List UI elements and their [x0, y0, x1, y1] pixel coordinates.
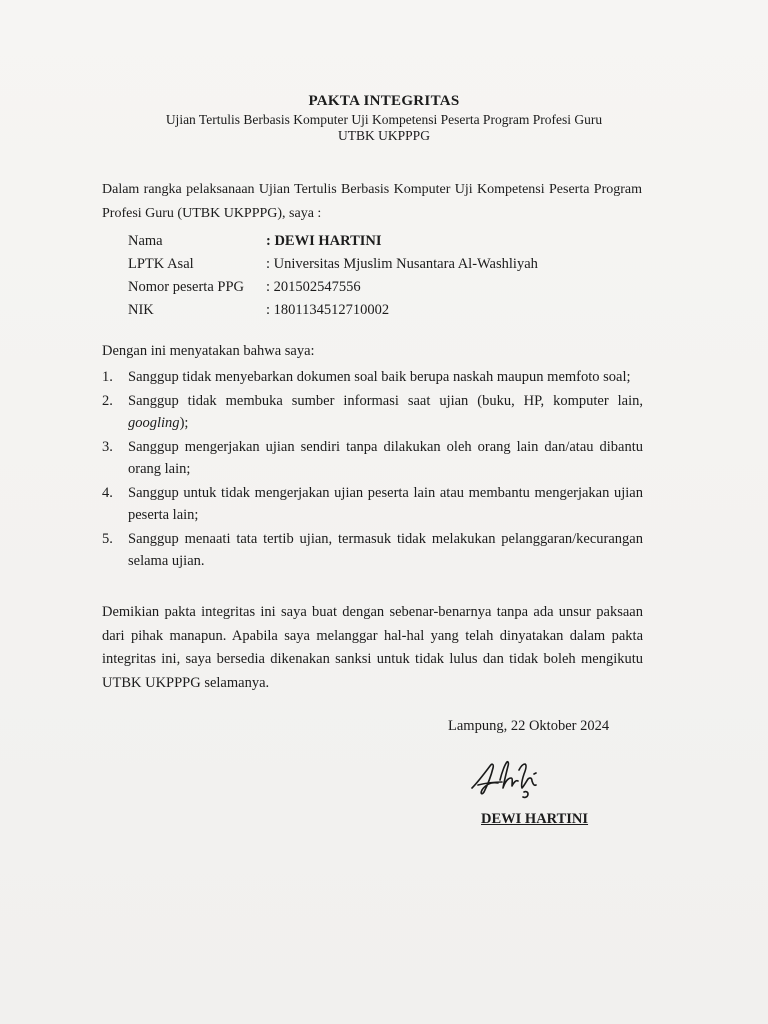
signer-name: DEWI HARTINI [481, 811, 589, 827]
identity-label: NIK [128, 302, 154, 318]
identity-value: : DEWI HARTINI [266, 233, 382, 249]
identity-row-nik [128, 299, 538, 322]
list-item [102, 436, 643, 480]
list-item-number: 4. [102, 485, 113, 501]
statement-list [102, 366, 643, 574]
document-subtitle: Ujian Tertulis Berbasis Komputer Uji Kompetensi Peserta Program Profesi Guru [165, 112, 603, 127]
list-item [102, 390, 643, 434]
closing-paragraph: Demikian pakta integritas ini saya buat dengan sebenar-benarnya tanpa ada unsur paksaan dari pihak manapun. Apabila saya melanggar hal-hal yang telah dinyatakan dalam pakta integritas ini, saya bersedia dikenakan sanksi untuk tidak lulus dan tidak boleh mengikutu UTBK UKPPPG selamanya. [102, 604, 643, 691]
handwritten-signature [464, 752, 584, 812]
list-item-number: 1. [102, 369, 113, 385]
identity-row-lptk [128, 253, 538, 276]
list-item-number: 3. [102, 439, 113, 455]
document-subtitle-2: UTBK UKPPPG [338, 128, 430, 143]
list-item-number: 2. [102, 393, 113, 409]
identity-value: : 1801134512710002 [266, 302, 390, 318]
list-item-text: Sanggup mengerjakan ujian sendiri tanpa dilakukan oleh orang lain dan/atau dibantu orang lain; [128, 439, 643, 477]
identity-label: Nama [128, 233, 163, 249]
statement-lead: Dengan ini menyatakan bahwa saya: [102, 343, 315, 359]
identity-table [128, 230, 538, 322]
identity-label: Nomor peserta PPG [128, 279, 244, 295]
list-item [102, 366, 643, 388]
list-item-text: Sanggup menaati tata tertib ujian, termasuk tidak melakukan pelanggaran/kecurangan selama ujian. [128, 531, 643, 569]
document-title: PAKTA INTEGRITAS [308, 93, 460, 109]
identity-value: : 201502547556 [266, 279, 361, 295]
identity-value: : Universitas Mjuslim Nusantara Al-Washliyah [266, 256, 538, 272]
list-item [102, 482, 643, 526]
intro-paragraph: Dalam rangka pelaksanaan Ujian Tertulis Berbasis Komputer Uji Kompetensi Peserta Program Profesi Guru (UTBK UKPPPG), saya : [102, 182, 642, 221]
list-item-text: Sanggup tidak menyebarkan dokumen soal baik berupa naskah maupun memfoto soal; [128, 369, 631, 385]
list-item-text-italic: googling [128, 415, 180, 431]
list-item-text [128, 390, 643, 434]
list-item-text-part: Sanggup tidak membuka sumber informasi saat ujian (buku, HP, komputer lain, [128, 393, 643, 409]
list-item [102, 528, 643, 572]
identity-row-name [128, 230, 538, 253]
list-item-text-part: ); [179, 415, 189, 431]
identity-label: LPTK Asal [128, 256, 194, 272]
list-item-text: Sanggup untuk tidak mengerjakan ujian peserta lain atau membantu mengerjakan ujian peserta lain; [128, 485, 643, 523]
place-and-date: Lampung, 22 Oktober 2024 [448, 718, 610, 734]
identity-row-participant-number [128, 276, 538, 299]
list-item-number: 5. [102, 531, 113, 547]
